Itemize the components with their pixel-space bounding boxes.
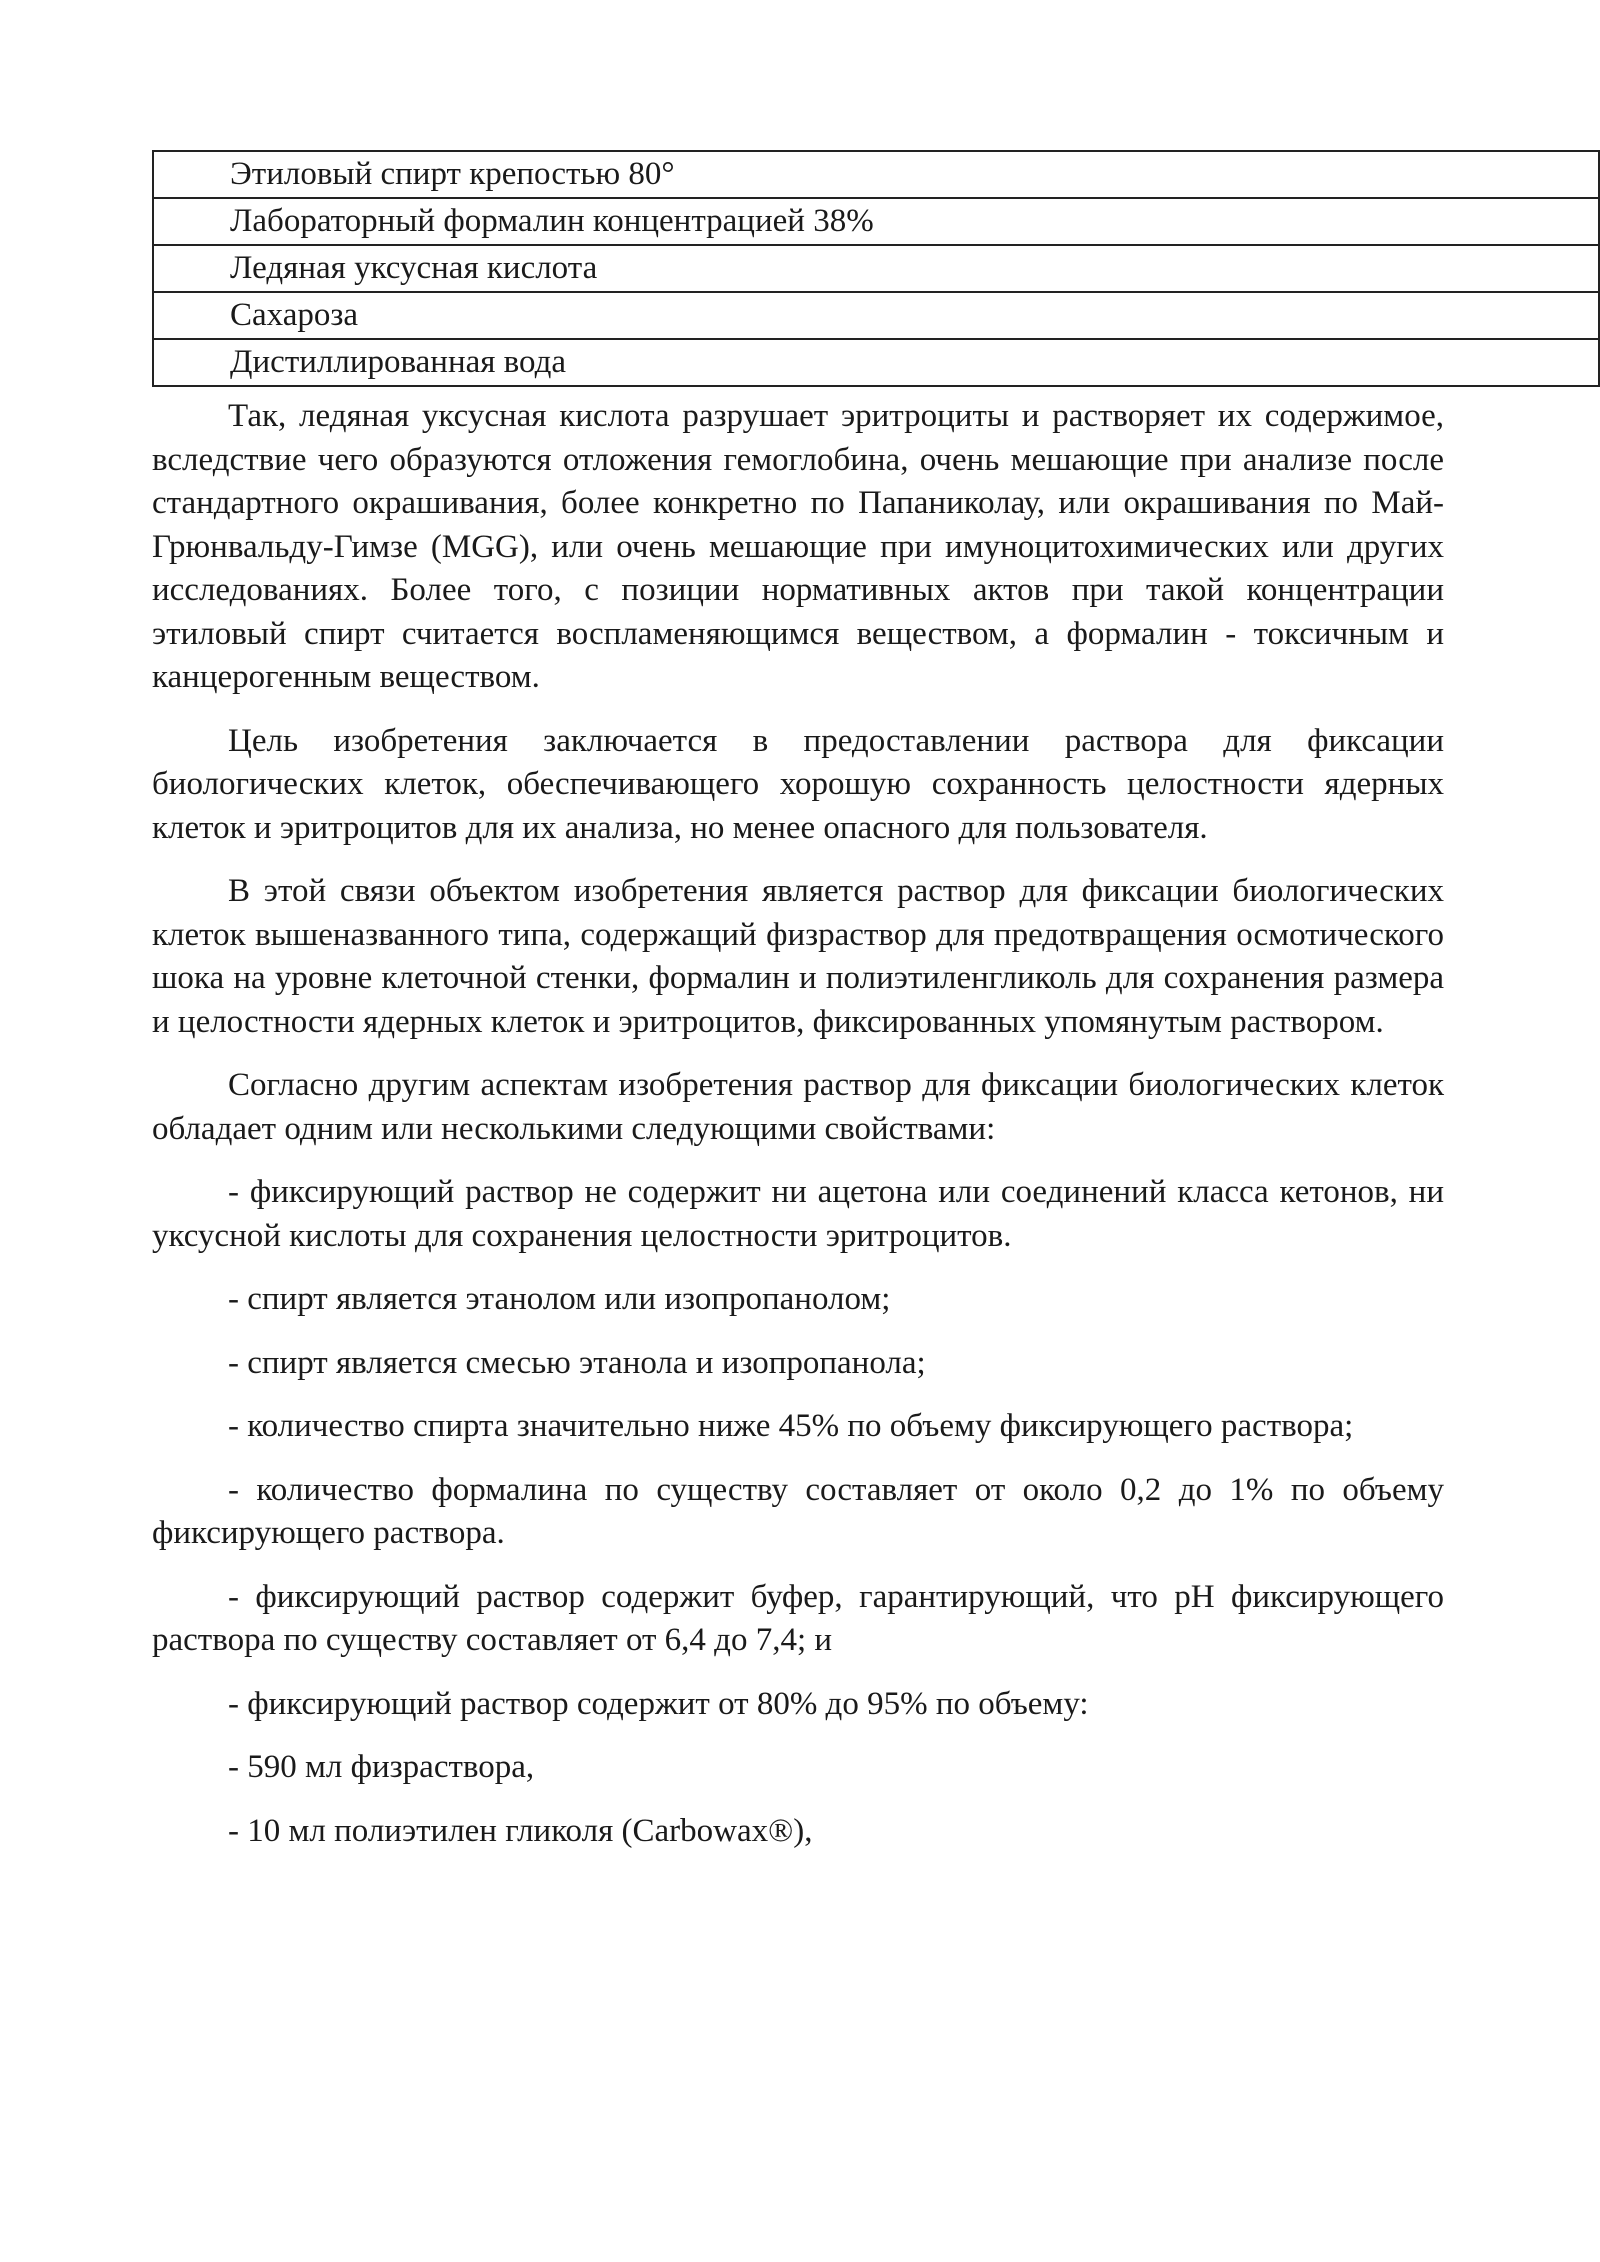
list-item: - спирт является этанолом или изопропанолом; (228, 1281, 891, 1317)
table-row (153, 292, 1599, 339)
list-item: - количество формалина по существу составляет от около 0,2 до 1% по объему фиксирующего раствора. (152, 1471, 1444, 1551)
document-page (152, 150, 1444, 1873)
table-row (153, 245, 1599, 292)
list-item: - фиксирующий раствор не содержит ни ацетона или соединений класса кетонов, ни уксусной кислоты для сохранения целостности эритроцитов. (152, 1174, 1444, 1254)
table-row (153, 198, 1599, 245)
table-cell: Этиловый спирт крепостью 80° (153, 151, 1599, 198)
table-cell: Ледяная уксусная кислота (153, 245, 1599, 292)
list-item: - 10 мл полиэтилен гликоля (Carbowax®), (228, 1812, 813, 1849)
list-item: - 590 мл физраствора, (228, 1749, 535, 1785)
table-row (153, 151, 1599, 198)
list-item: - фиксирующий раствор содержит буфер, гарантирующий, что pH фиксирующего раствора по существу составляет от 6,4 до 7,4; и (152, 1578, 1444, 1658)
table-row (153, 339, 1599, 386)
body-text (152, 395, 1444, 1853)
paragraph: Цель изобретения заключается в предоставлении раствора для фиксации биологических клеток, обеспечивающего хорошую сохранность целостности ядерных клеток и эритроцитов для их анализа, но менее опасного для пользователя. (152, 722, 1444, 846)
list-item: - спирт является смесью этанола и изопропанола; (228, 1344, 926, 1381)
list-item: - количество спирта значительно ниже 45% по объему фиксирующего раствора; (228, 1408, 1354, 1444)
list-item: - фиксирующий раствор содержит от 80% до 95% по объему: (228, 1685, 1089, 1722)
table-cell: Дистиллированная вода (153, 339, 1599, 386)
paragraph: Так, ледяная уксусная кислота разрушает эритроциты и растворяет их содержимое, вследствие чего образуются отложения гемоглобина, очень мешающие при анализе после стандартного окрашивания, более конкретно по Папаниколау, или окрашивания по Май-Грюнвальду-Гимзе (MGG), или очень мешающие при имуноцитохимических или других исследованиях. Более того, с позиции нормативных актов при такой концентрации этиловый спирт считается воспламеняющимся веществом, а формалин - токсичным и канцерогенным веществом. (152, 398, 1444, 695)
table-cell: Лабораторный формалин концентрацией 38% (153, 198, 1599, 245)
composition-table (152, 150, 1600, 387)
paragraph: Согласно другим аспектам изобретения раствор для фиксации биологических клеток обладает одним или несколькими следующими свойствами: (152, 1067, 1444, 1147)
paragraph: В этой связи объектом изобретения является раствор для фиксации биологических клеток вышеназванного типа, содержащий физраствор для предотвращения осмотического шока на уровне клеточной стенки, формалин и полиэтиленгликоль для сохранения размера и целостности ядерных клеток и эритроцитов, фиксированных упомянутым раствором. (152, 873, 1444, 1040)
table-cell: Сахароза (153, 292, 1599, 339)
